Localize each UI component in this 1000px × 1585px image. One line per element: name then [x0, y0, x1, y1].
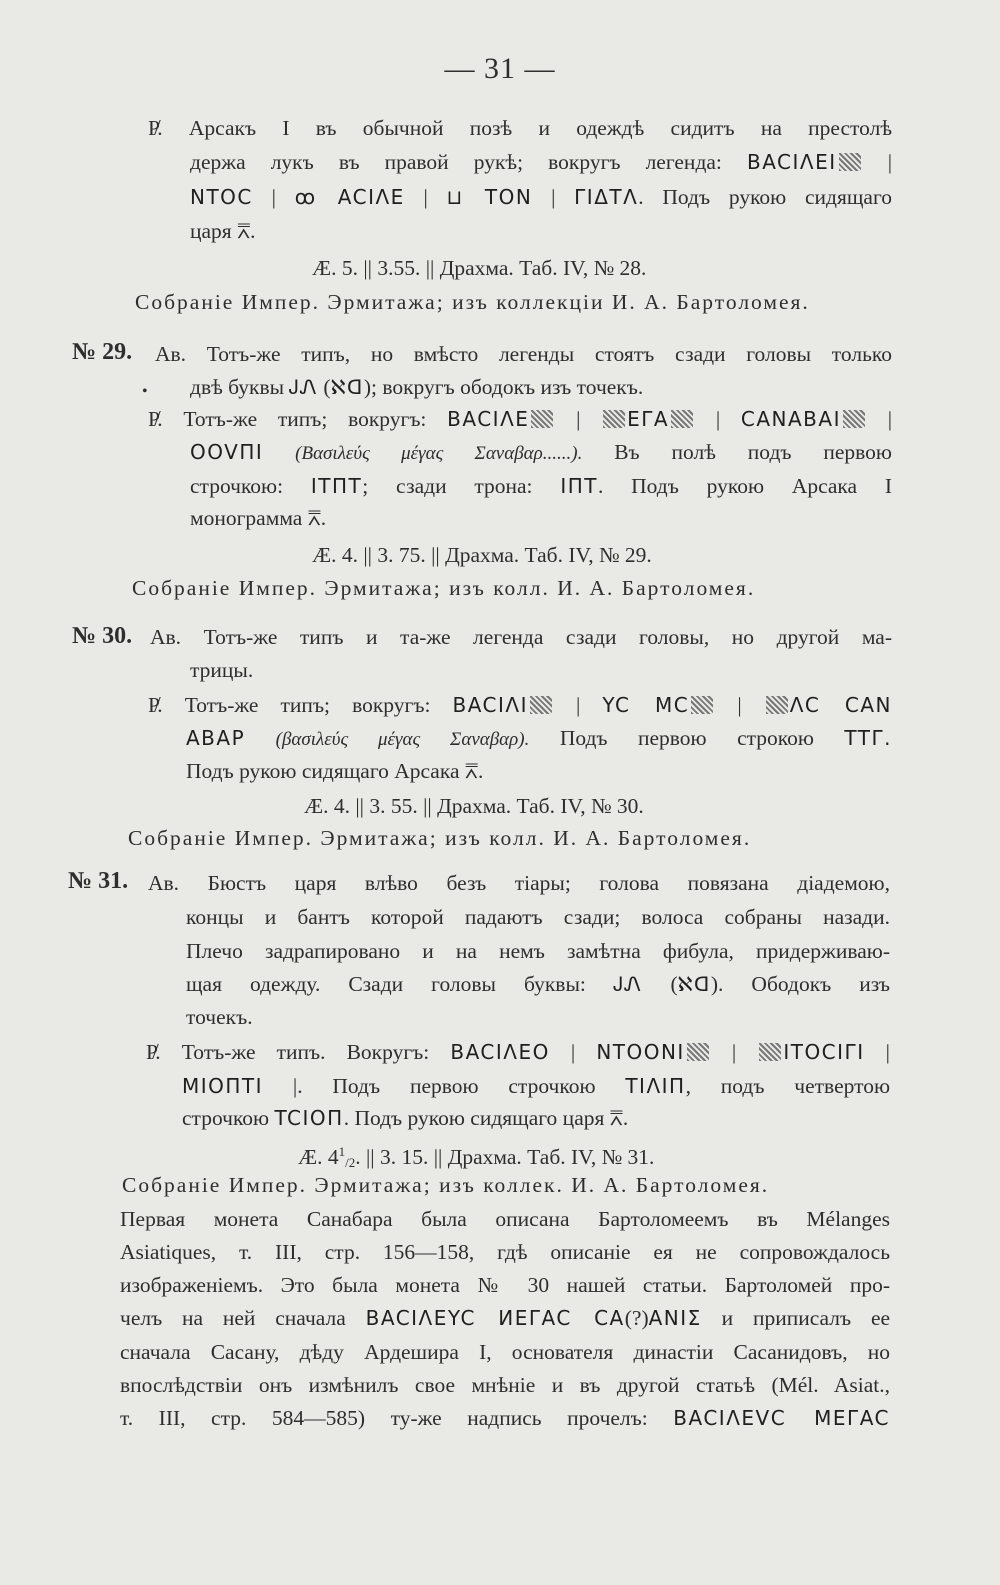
legend-text: BACIΛI: [452, 693, 528, 717]
legend-text: CANABAI: [740, 407, 841, 431]
line-text: т. III, стр. 584—585) ту-же надпись прочелъ:: [120, 1406, 648, 1430]
lacuna-hatch: [843, 410, 865, 428]
legend-text: ΓIΔTΛ: [574, 185, 639, 209]
legend-text: ℵᗡ: [330, 375, 364, 399]
legend-text: BACIΛE: [447, 407, 530, 431]
text-line: Р̸. Тотъ-же типъ; вокругъ: BACIΛI | YC MC | ΛC CAN: [148, 693, 892, 717]
line-text: Ав. Тотъ-же типъ, но вмѣсто легенды стоятъ сзади головы только: [155, 342, 892, 366]
text-line: [120, 1237, 890, 1267]
legend-text: OOVПI: [190, 440, 264, 464]
greek-transcription: (Βασιλεύς μέγας Σαναβαρ......).: [295, 443, 583, 464]
line-text: Собраніе Импер. Эрмитажа; изъ коллек. И. А. Бартоломея.: [122, 1173, 770, 1197]
line-text: монограмма ⩞.: [190, 506, 327, 530]
line-text: Первая монета Санабара была описана Бартоломеемъ въ Mélanges: [120, 1207, 890, 1231]
line-text: и приписалъ ее: [721, 1306, 891, 1330]
text-line: [186, 902, 890, 932]
line-text: царя ⩞.: [190, 219, 256, 243]
lacuna-hatch: [687, 1043, 709, 1061]
greek-transcription: (βασιλεύς μέγας Σαναβαρ).: [275, 729, 530, 750]
line-text: Æ. 4. || 3. 75. || Драхма. Таб. IV, № 29.: [312, 543, 652, 567]
legend-text: ⊔ TON: [446, 185, 533, 209]
line-text: (: [323, 375, 331, 399]
fraction-numerator: 1: [338, 1144, 346, 1159]
text-line: [120, 1204, 890, 1234]
text-line: [120, 1403, 890, 1433]
line-text: Р̸. Тотъ-же типъ; вокругъ:: [148, 407, 427, 431]
legend-text: BACIΛEO: [450, 1040, 550, 1064]
collection-note: [122, 1170, 769, 1200]
lacuna-hatch: [691, 696, 713, 714]
line-text: щая одежду. Сзади головы буквы:: [186, 972, 586, 996]
text-line: [186, 936, 890, 966]
collection-note: [135, 287, 810, 317]
text-line: [155, 339, 892, 369]
lacuna-hatch: [671, 410, 693, 428]
line-text: Ав. Тотъ-же типъ и та-же легенда сзади головы, но другой ма-: [150, 625, 892, 649]
text-line: [190, 372, 643, 402]
line-text: . Подъ рукою сидящаго: [638, 185, 892, 209]
line-text: челъ на ней сначала: [120, 1306, 346, 1330]
legend-text: TCIOП: [274, 1106, 344, 1130]
text-line: NTOC | ꝏ ACIΛE | ⊔ TON | ΓIΔTΛ. Подъ рукою сидящаго: [190, 185, 892, 209]
line-text: (?): [624, 1306, 649, 1330]
line-text: Æ. 4. || 3. 55. || Драхма. Таб. IV, № 30.: [304, 794, 644, 818]
line-text: Подъ первою строкою: [559, 726, 814, 750]
line-text: изображеніемъ. Это была монета № 30 нашей статьи. Бартоломей про-: [120, 1273, 890, 1297]
legend-text: IПT: [560, 474, 598, 498]
text-line: [190, 503, 326, 533]
legend-text: ꝏ ACIΛE: [294, 185, 405, 209]
text-line: Р̸. Тотъ-же типъ; вокругъ: BACIΛE | EΓA | CANABAI |: [148, 407, 893, 431]
line-text: держа лукъ въ правой рукѣ; вокругъ легенда:: [190, 150, 722, 174]
text-line: [186, 723, 892, 755]
coin-metadata: [312, 253, 646, 283]
text-line: [190, 216, 256, 246]
lacuna-hatch: [603, 410, 625, 428]
line-text: Подъ рукою сидящаго Арсака ⩞.: [186, 759, 484, 783]
legend-text: ΛC CAN: [789, 693, 892, 717]
line-text: (: [670, 972, 678, 996]
line-text: Asiatiques, т. III, стр. 156—158, гдѣ описаніе ея не сопровождалось: [120, 1240, 890, 1264]
text-line: [190, 471, 892, 501]
legend-text: BACIΛEI: [746, 150, 837, 174]
line-text: ); вокругъ ободокъ изъ точекъ.: [363, 375, 644, 399]
line-text: строчкою: [182, 1106, 270, 1130]
text-line: [190, 437, 892, 469]
line-text: ; сзади трона:: [362, 474, 533, 498]
line-text: сначала Сасану, дѣду Ардешира I, основателя династіи Сасанидовъ, но: [120, 1340, 890, 1364]
line-text: . || 3. 15. || Драхма. Таб. IV, № 31.: [355, 1145, 655, 1169]
text-line: [120, 1370, 890, 1400]
text-line: Р̸. Тотъ-же типъ. Вокругъ: BACIΛEO | NTOONI | ITOCIΓI |: [146, 1040, 890, 1064]
stray-dot: •: [142, 383, 148, 400]
legend-text: ℵᗡ: [677, 972, 711, 996]
legend-text: TTΓ.: [844, 726, 893, 750]
line-text: Плечо задрапировано и на немъ замѣтна фибула, придерживаю-: [186, 939, 890, 963]
legend-text: ᎫᏁ: [613, 972, 643, 996]
text-line: [120, 1337, 890, 1367]
lacuna-hatch: [766, 696, 788, 714]
text-line: [120, 1270, 890, 1300]
legend-text: ITПT: [310, 474, 363, 498]
line-text: Въ полѣ подъ первою: [614, 440, 892, 464]
line-text: двѣ буквы: [190, 375, 285, 399]
text-line: [120, 1303, 890, 1333]
collection-note: [128, 823, 751, 853]
text-line: [186, 969, 890, 999]
line-text: впослѣдствіи онъ измѣнилъ свое мнѣніе и въ другой статьѣ (Mél. Asiat.,: [120, 1373, 890, 1397]
text-line: [190, 655, 253, 685]
legend-text: ᎫᏁ: [289, 375, 319, 399]
line-text: Æ. 5. || 3.55. || Драхма. Таб. IV, № 28.: [312, 256, 647, 280]
text-line: [148, 868, 890, 898]
legend-text: ABAP: [186, 726, 246, 750]
lacuna-hatch: [759, 1043, 781, 1061]
legend-text: NTOC: [190, 185, 253, 209]
line-text: . Подъ первою строчкою: [297, 1074, 596, 1098]
text-line: держа лукъ въ правой рукѣ; вокругъ легенда: BACIΛEI |: [190, 150, 893, 174]
legend-text: TIΛIП: [625, 1074, 686, 1098]
text-line: [186, 756, 483, 786]
line-text: трицы.: [190, 658, 254, 682]
lacuna-hatch: [839, 153, 861, 171]
text-line: [148, 113, 892, 143]
line-text: . Подъ рукою сидящаго царя ⩞.: [343, 1106, 629, 1130]
line-text: строчкою:: [190, 474, 284, 498]
line-text: . Подъ рукою Арсака I: [597, 474, 893, 498]
line-text: концы и бантъ которой падаютъ сзади; волоса собраны назади.: [186, 905, 890, 929]
line-text: Æ. 4: [298, 1145, 339, 1169]
legend-text: YC MC: [602, 693, 690, 717]
line-text: Ав. Бюстъ царя влѣво безъ тіары; голова повязана діадемою,: [148, 871, 890, 895]
text-line: [182, 1103, 628, 1133]
coin-metadata: [312, 540, 652, 570]
text-line: MIOПTI |. Подъ первою строчкою TIΛIП, подъ четвертою: [182, 1074, 891, 1098]
legend-text: BACIΛEYC ИEΓAC CA: [365, 1306, 625, 1330]
line-text: Р̸. Арсакъ I въ обычной позѣ и одеждѣ сидитъ на престолѣ: [148, 116, 892, 140]
line-text: Собраніе Импер. Эрмитажа; изъ колл. И. А. Бартоломея.: [132, 576, 756, 600]
lacuna-hatch: [530, 696, 552, 714]
legend-text: MIOПTI: [182, 1074, 264, 1098]
line-text: точекъ.: [186, 1005, 253, 1029]
lacuna-hatch: [531, 410, 553, 428]
line-text: Собраніе Импер. Эрмитажа; изъ коллекціи И. А. Бартоломея.: [135, 290, 810, 314]
entry-number-31: № 31.: [68, 868, 129, 894]
legend-text: ANIΣ: [648, 1306, 702, 1330]
line-text: ). Ободокъ изъ: [710, 972, 891, 996]
text-line: [186, 1002, 253, 1032]
legend-text: NTOONI: [596, 1040, 685, 1064]
fraction-denominator: /2: [345, 1155, 356, 1170]
line-text: Р̸. Тотъ-же типъ; вокругъ:: [148, 693, 431, 717]
legend-text: EΓA: [627, 407, 670, 431]
line-text: Собраніе Импер. Эрмитажа; изъ колл. И. А. Бартоломея.: [128, 826, 752, 850]
entry-number-29: № 29.: [72, 339, 133, 365]
collection-note: [132, 573, 755, 603]
line-text: , подъ четвертою: [685, 1074, 891, 1098]
page-number: — 31 —: [444, 52, 556, 85]
legend-text: BACIΛEVC MEΓAC: [673, 1406, 890, 1430]
entry-number-30: № 30.: [72, 623, 133, 649]
coin-metadata: [304, 791, 644, 821]
legend-text: ITOCIΓI: [783, 1040, 865, 1064]
text-line: [150, 622, 892, 652]
line-text: Р̸. Тотъ-же типъ. Вокругъ:: [146, 1040, 430, 1064]
